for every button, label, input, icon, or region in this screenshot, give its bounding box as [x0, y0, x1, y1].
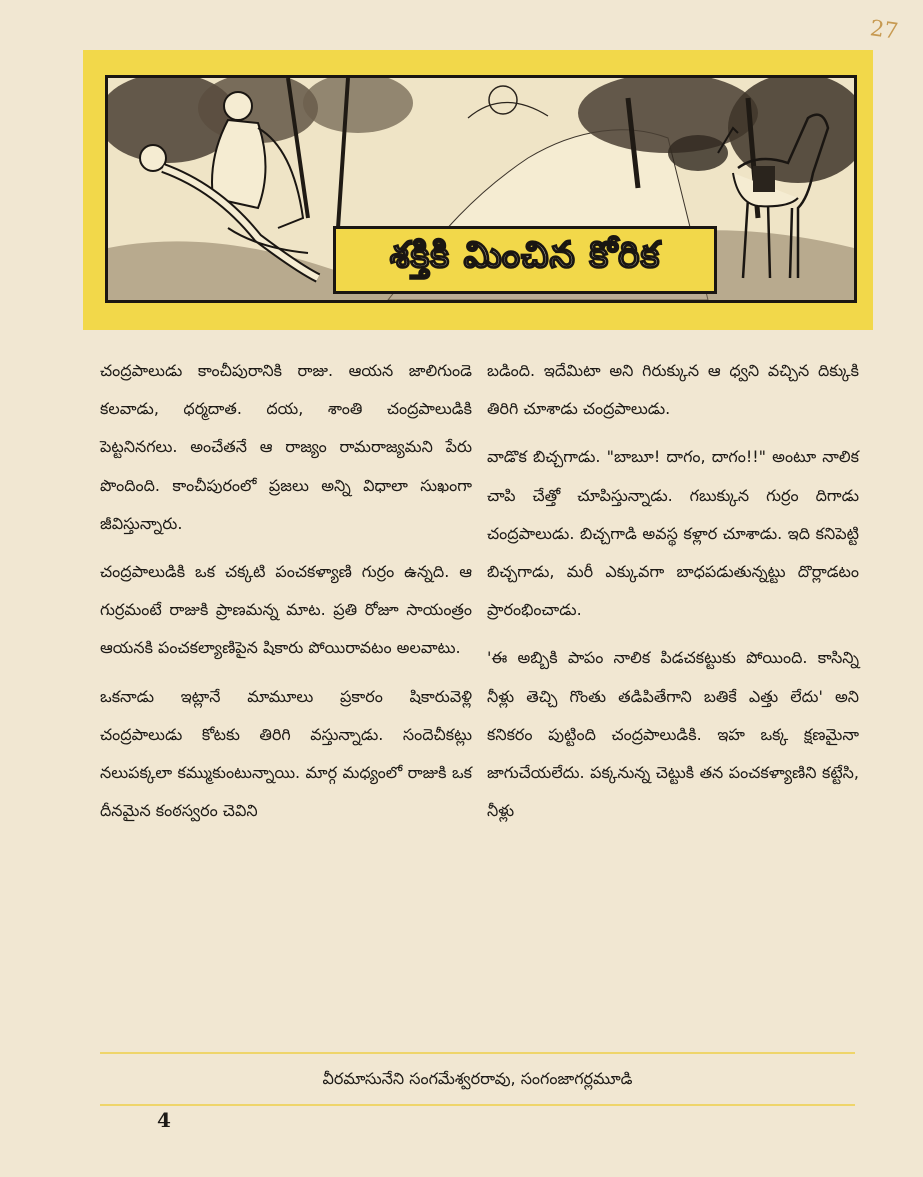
story-title: శక్తికి మించిన కోరిక: [389, 235, 661, 276]
paragraph: ఒకనాడు ఇట్లానే మామూలు ప్రకారం షికారువెళ్లి చంద్రపాలుడు కోటకు తిరిగి వస్తున్నాడు. సందెచీకట్లు నలుపక్కలా కమ్ముకుంటున్నాయి. మార్గ మధ్యంలో రాజుకి ఒక దీనమైన కంఠస్వరం చెవిని: [100, 686, 472, 821]
divider: [100, 1104, 855, 1106]
paragraph: బడింది. ఇదేమిటా అని గిరుక్కున ఆ ధ్వని వచ్చిన దిక్కుకి తిరిగి చూశాడు చంద్రపాలుడు.: [487, 361, 859, 419]
divider: [100, 1052, 855, 1054]
paragraph: వాడొక బిచ్చగాడు. "బాబూ! దాగం, దాగం!!" అంటూ నాలిక చాపి చేత్తో చూపిస్తున్నాడు. గబుక్కున గుర్రం దిగాడు చంద్రపాలుడు. బిచ్చగాడి అవస్థ కళ్లార చూశాడు. ఇది కనిపెట్టి బిచ్చగాడు, మరీ ఎక్కువగా బాధపడుతున్నట్టు దొర్లాడటం ప్రారంభించాడు.: [487, 447, 859, 620]
left-column: [100, 352, 472, 830]
story-title-box: [333, 226, 717, 294]
right-column: [487, 352, 859, 830]
paragraph: 'ఈ అబ్బికి పాపం నాలిక పిడచకట్టుకు పోయింది. కాసిన్ని నీళ్లు తెచ్చి గొంతు తడిపితేగాని బతికే ఎత్తు లేదు' అని కనికరం పుట్టింది చంద్రపాలుడికి. ఇహ ఒక్క క్షణమైనా జాగుచేయలేదు. పక్కనున్న చెట్టుకి తన పంచకళ్యాణిని కట్టేసి, నీళ్లు: [487, 648, 859, 821]
page-mark: 27: [868, 16, 900, 45]
byline: వీరమాసునేని సంగమేశ్వరరావు, సంగంజాగర్లమూడి: [322, 1069, 633, 1088]
page-number: 4: [157, 1108, 171, 1132]
paragraph: చంద్రపాలుడు కాంచీపురానికి రాజు. ఆయన జాలిగుండె కలవాడు, ధర్మదాత. దయ, శాంతి చంద్రపాలుడికి పెట్టనినగలు. అంచేతనే ఆ రాజ్యం రామరాజ్యమని పేరు పొందింది. కాంచీపురంలో ప్రజలు అన్ని విధాలా సుఖంగా జీవిస్తున్నారు.: [100, 361, 472, 533]
paragraph: చంద్రపాలుడికి ఒక చక్కటి పంచకళ్యాణి గుర్రం ఉన్నది. ఆ గుర్రమంటే రాజుకి ప్రాణమన్న మాట. ప్రతి రోజూ సాయంత్రం ఆయనకి పంచకల్యాణిపైన షికారు పోయిరావటం అలవాటు.: [100, 562, 472, 658]
